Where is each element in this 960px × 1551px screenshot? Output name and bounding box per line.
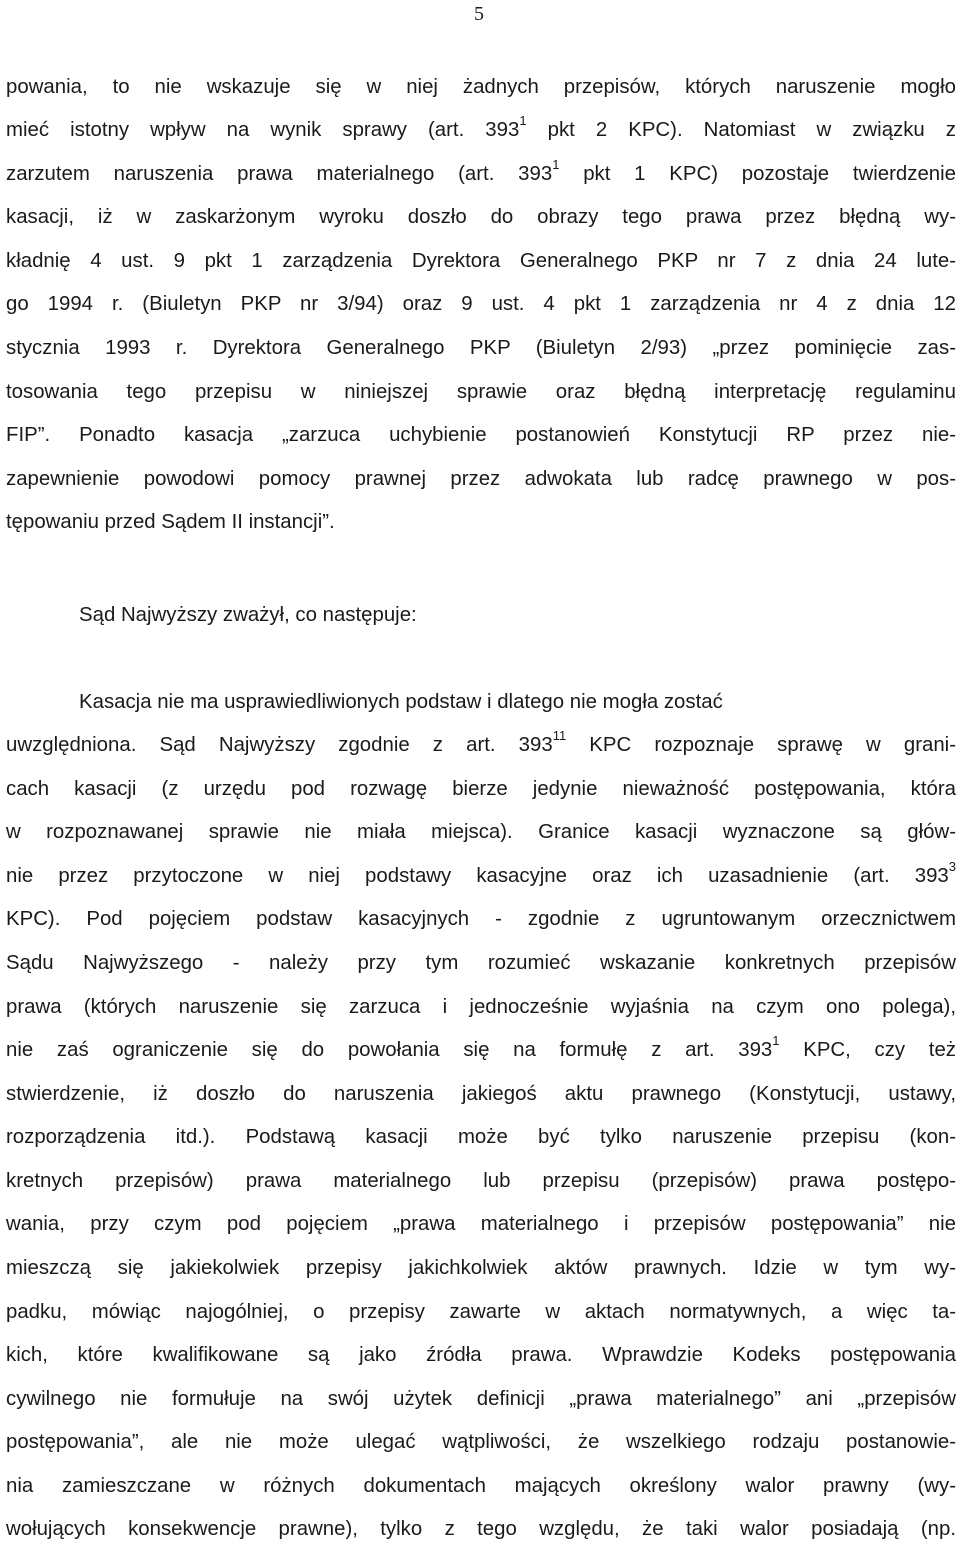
text-line — [6, 203, 956, 231]
text-segment: pkt 1 KPC) pozostaje twierdzenie — [559, 163, 956, 185]
text-segment: postępowania”, ale nie może ulegać wątpliwości, że wszelkiego rodzaju postanowie- — [6, 1431, 956, 1453]
text-segment: cywilnego nie formułuje na swój użytek definicji „prawa materialnego” ani „przepisów — [6, 1388, 956, 1410]
text-segment: wania, przy czym pod pojęciem „prawa materialnego i przepisów postępowania” nie — [6, 1213, 956, 1235]
text-line — [6, 290, 956, 318]
text-segment: kich, które kwalifikowane są jako źródła prawa. Wprawdzie Kodeks postępowania — [6, 1344, 956, 1366]
text-line — [79, 688, 956, 716]
text-line — [6, 1515, 956, 1543]
text-line — [6, 508, 956, 536]
text-line — [6, 378, 956, 406]
text-segment: pkt 2 KPC). Natomiast w związku z — [526, 119, 957, 141]
text-segment: FIP”. Ponadto kasacja „zarzuca uchybienie postanowień Konstytucji RP przez nie- — [6, 424, 956, 446]
text-segment: KPC rozpoznaje sprawę w grani- — [566, 734, 956, 756]
text-line — [6, 1298, 956, 1326]
page-number: 5 — [474, 3, 484, 25]
text-line — [6, 775, 956, 803]
text-segment: kasacji, iż w zaskarżonym wyroku doszło do obrazy tego prawa przez błędną wy- — [6, 206, 956, 228]
superscript: 11 — [552, 728, 567, 744]
text-line — [6, 949, 956, 977]
text-line — [6, 334, 956, 362]
superscript: 1 — [552, 157, 560, 173]
text-line — [6, 1167, 956, 1195]
text-segment: powania, to nie wskazuje się w niej żadnych przepisów, których naruszenie mogło — [6, 76, 956, 98]
text-line — [6, 421, 956, 449]
text-line — [6, 728, 956, 759]
text-line — [6, 1428, 956, 1456]
text-segment: mieć istotny wpływ na wynik sprawy (art. 393 — [6, 119, 520, 141]
text-segment: nie zaś ograniczenie się do powołania się na formułę z art. 393 — [6, 1039, 773, 1061]
text-segment: prawa (których naruszenie się zarzuca i jednocześnie wyjaśnia na czym ono polega), — [6, 996, 956, 1018]
text-line — [79, 601, 956, 629]
text-line — [6, 859, 956, 890]
text-segment: KPC). Pod pojęciem podstaw kasacyjnych - zgodnie z ugruntowanym orzecznictwem — [6, 908, 956, 930]
text-line — [6, 1341, 956, 1369]
text-segment: mieszczą się jakiekolwiek przepisy jakichkolwiek aktów prawnych. Idzie w tym wy- — [6, 1257, 956, 1279]
superscript: 1 — [772, 1033, 780, 1049]
text-line — [6, 1080, 956, 1108]
text-segment: wołujących konsekwencje prawne), tylko z tego względu, że taki walor posiadają (np. — [6, 1518, 956, 1540]
text-line — [6, 157, 956, 188]
text-line — [6, 905, 956, 933]
text-line — [6, 1385, 956, 1413]
superscript: 3 — [948, 859, 956, 875]
text-segment: stwierdzenie, iż doszło do naruszenia jakiegoś aktu prawnego (Konstytucji, ustawy, — [6, 1083, 956, 1105]
text-line — [6, 73, 956, 101]
text-line — [6, 818, 956, 846]
text-segment: go 1994 r. (Biuletyn PKP nr 3/94) oraz 9 ust. 4 pkt 1 zarządzenia nr 4 z dnia 12 — [6, 293, 956, 315]
text-line — [6, 113, 957, 144]
text-line — [6, 247, 956, 275]
text-segment: nie przez przytoczone w niej podstawy kasacyjne oraz ich uzasadnienie (art. 393 — [6, 865, 949, 887]
text-segment: padku, mówiąc najogólniej, o przepisy zawarte w aktach normatywnych, a więc ta- — [6, 1301, 956, 1323]
text-segment: nia zamieszczane w różnych dokumentach mających określony walor prawny (wy- — [6, 1475, 956, 1497]
text-segment: KPC, czy też — [779, 1039, 956, 1061]
superscript: 1 — [519, 113, 527, 129]
text-segment: tępowaniu przed Sądem II instancji”. — [6, 511, 335, 533]
text-segment: cach kasacji (z urzędu pod rozwagę bierze jedynie nieważność postępowania, która — [6, 778, 956, 800]
text-line — [6, 1123, 956, 1151]
text-line — [6, 1254, 956, 1282]
text-segment: Sąd Najwyższy zważył, co następuje: — [79, 604, 417, 626]
text-segment: w rozpoznawanej sprawie nie miała miejsca). Granice kasacji wyznaczone są głów- — [6, 821, 956, 843]
text-segment: tosowania tego przepisu w niniejszej sprawie oraz błędną interpretację regulaminu — [6, 381, 956, 403]
text-line — [6, 1210, 956, 1238]
text-line — [6, 1472, 956, 1500]
text-line — [6, 465, 956, 493]
text-segment: Kasacja nie ma usprawiedliwionych podstaw i dlatego nie mogła zostać — [79, 691, 723, 713]
text-segment: Sądu Najwyższego - należy przy tym rozumieć wskazanie konkretnych przepisów — [6, 952, 956, 974]
text-segment: zarzutem naruszenia prawa materialnego (art. 393 — [6, 163, 553, 185]
text-segment: kretnych przepisów) prawa materialnego lub przepisu (przepisów) prawa postępo- — [6, 1170, 956, 1192]
text-segment: uwzględniona. Sąd Najwyższy zgodnie z art. 393 — [6, 734, 553, 756]
text-segment: kładnię 4 ust. 9 pkt 1 zarządzenia Dyrektora Generalnego PKP nr 7 z dnia 24 lute- — [6, 250, 956, 272]
text-line — [6, 993, 956, 1021]
text-segment: zapewnienie powodowi pomocy prawnej przez adwokata lub radcę prawnego w pos- — [6, 468, 956, 490]
text-segment: stycznia 1993 r. Dyrektora Generalnego PKP (Biuletyn 2/93) „przez pominięcie zas- — [6, 337, 956, 359]
text-line — [6, 1033, 956, 1064]
text-segment: rozporządzenia itd.). Podstawą kasacji może być tylko naruszenie przepisu (kon- — [6, 1126, 956, 1148]
